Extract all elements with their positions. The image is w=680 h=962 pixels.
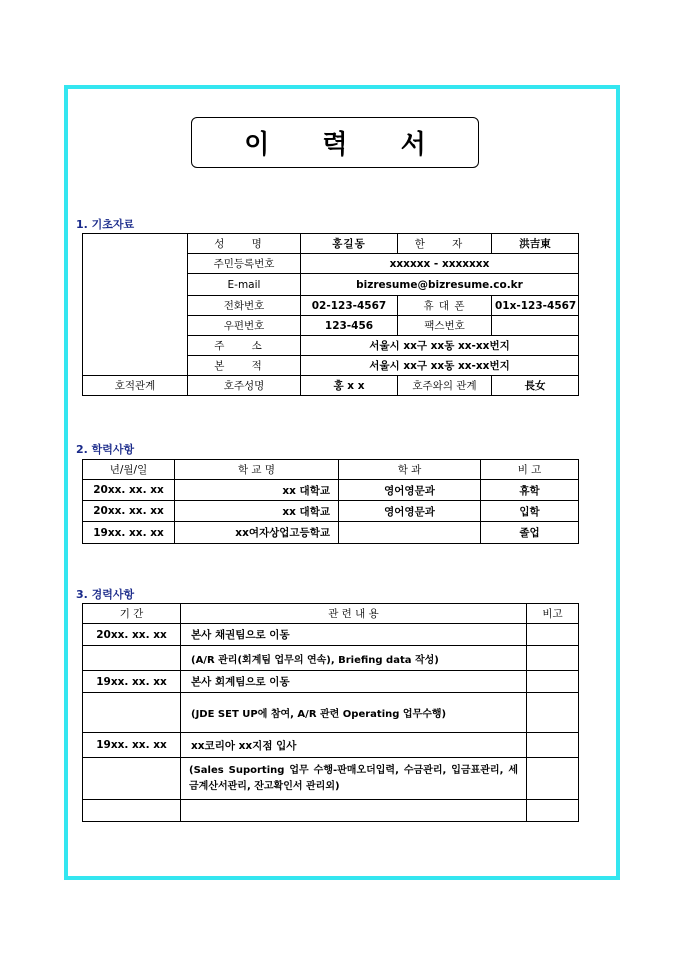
career-content: (Sales Suporting 업무 수행-판매오더입력, 수금관리, 입금표관리, 세금계산서관리, 잔고확인서 관리외) xyxy=(181,758,527,800)
head-name-value: 홍 x x xyxy=(301,376,398,396)
edu-school: xx 대학교 xyxy=(175,501,339,522)
edu-note: 휴학 xyxy=(481,480,579,501)
edu-header-school: 학 교 명 xyxy=(175,460,339,480)
table-row xyxy=(83,624,579,646)
origin-label: 본 적 xyxy=(188,356,301,376)
career-date xyxy=(83,800,181,822)
basic-info-table xyxy=(82,233,579,396)
career-date: 20xx. xx. xx xyxy=(83,624,181,646)
section-education-title: 2. 학력사항 xyxy=(76,443,135,456)
head-name-label: 호주성명 xyxy=(188,376,301,396)
edu-note: 입학 xyxy=(481,501,579,522)
career-date: 19xx. xx. xx xyxy=(83,733,181,758)
edu-major xyxy=(339,522,481,544)
phone-label: 전화번호 xyxy=(188,296,301,316)
table-row xyxy=(83,522,579,544)
career-header-content: 관 련 내 용 xyxy=(181,604,527,624)
table-row xyxy=(83,646,579,671)
table-row xyxy=(83,693,579,733)
table-row xyxy=(83,671,579,693)
education-table xyxy=(82,459,579,544)
fax-label: 팩스번호 xyxy=(398,316,492,336)
edu-school: xx 대학교 xyxy=(175,480,339,501)
edu-date: 20xx. xx. xx xyxy=(83,480,175,501)
edu-date: 20xx. xx. xx xyxy=(83,501,175,522)
edu-major: 영어영문과 xyxy=(339,501,481,522)
section-career-title: 3. 경력사항 xyxy=(76,588,135,601)
career-content: 본사 회계팀으로 이동 xyxy=(181,671,527,693)
email-label: E-mail xyxy=(188,274,301,296)
edu-header-date: 년/월/일 xyxy=(83,460,175,480)
career-content: 본사 채권팀으로 이동 xyxy=(181,624,527,646)
career-content: (A/R 관리(회계팀 업무의 연속), Briefing data 작성) xyxy=(181,646,527,671)
career-note xyxy=(527,733,579,758)
postal-label: 우편번호 xyxy=(188,316,301,336)
phone-value: 02-123-4567 xyxy=(301,296,398,316)
mobile-value: 01x-123-4567 xyxy=(492,296,579,316)
family-relation-label: 호적관계 xyxy=(83,376,188,396)
postal-value: 123-456 xyxy=(301,316,398,336)
fax-value xyxy=(492,316,579,336)
hanja-value: 洪吉東 xyxy=(492,234,579,254)
edu-date: 19xx. xx. xx xyxy=(83,522,175,544)
career-note xyxy=(527,800,579,822)
edu-note: 졸업 xyxy=(481,522,579,544)
table-row xyxy=(83,480,579,501)
hanja-label: 한 자 xyxy=(398,234,492,254)
career-content xyxy=(181,800,527,822)
section-basic-title: 1. 기초자료 xyxy=(76,218,135,231)
table-row xyxy=(83,501,579,522)
origin-value: 서울시 xx구 xx동 xx-xx번지 xyxy=(301,356,579,376)
career-date: 19xx. xx. xx xyxy=(83,671,181,693)
head-relation-label: 호주와의 관계 xyxy=(398,376,492,396)
name-label: 성 명 xyxy=(188,234,301,254)
edu-school: xx여자상업고등학교 xyxy=(175,522,339,544)
career-date xyxy=(83,693,181,733)
career-table xyxy=(82,603,579,822)
career-note xyxy=(527,758,579,800)
table-row xyxy=(83,733,579,758)
career-note xyxy=(527,646,579,671)
head-relation-value: 長女 xyxy=(492,376,579,396)
name-value: 홍길동 xyxy=(301,234,398,254)
career-header-period: 기 간 xyxy=(83,604,181,624)
edu-header-major: 학 과 xyxy=(339,460,481,480)
career-note xyxy=(527,624,579,646)
table-row xyxy=(83,758,579,800)
career-date xyxy=(83,646,181,671)
career-note xyxy=(527,693,579,733)
address-value: 서울시 xx구 xx동 xx-xx번지 xyxy=(301,336,579,356)
edu-header-note: 비 고 xyxy=(481,460,579,480)
table-row xyxy=(83,800,579,822)
career-content: xx코리아 xx지점 입사 xyxy=(181,733,527,758)
career-content: (JDE SET UP에 참여, A/R 관련 Operating 업무수행) xyxy=(181,693,527,733)
resident-no-value: xxxxxx - xxxxxxx xyxy=(301,254,579,274)
career-date xyxy=(83,758,181,800)
document-title: 이 력 서 xyxy=(191,117,479,168)
resident-no-label: 주민등록번호 xyxy=(188,254,301,274)
email-value: bizresume@bizresume.co.kr xyxy=(301,274,579,296)
career-note xyxy=(527,671,579,693)
edu-major: 영어영문과 xyxy=(339,480,481,501)
photo-box xyxy=(83,234,188,376)
career-header-note: 비고 xyxy=(527,604,579,624)
address-label: 주 소 xyxy=(188,336,301,356)
mobile-label: 휴 대 폰 xyxy=(398,296,492,316)
